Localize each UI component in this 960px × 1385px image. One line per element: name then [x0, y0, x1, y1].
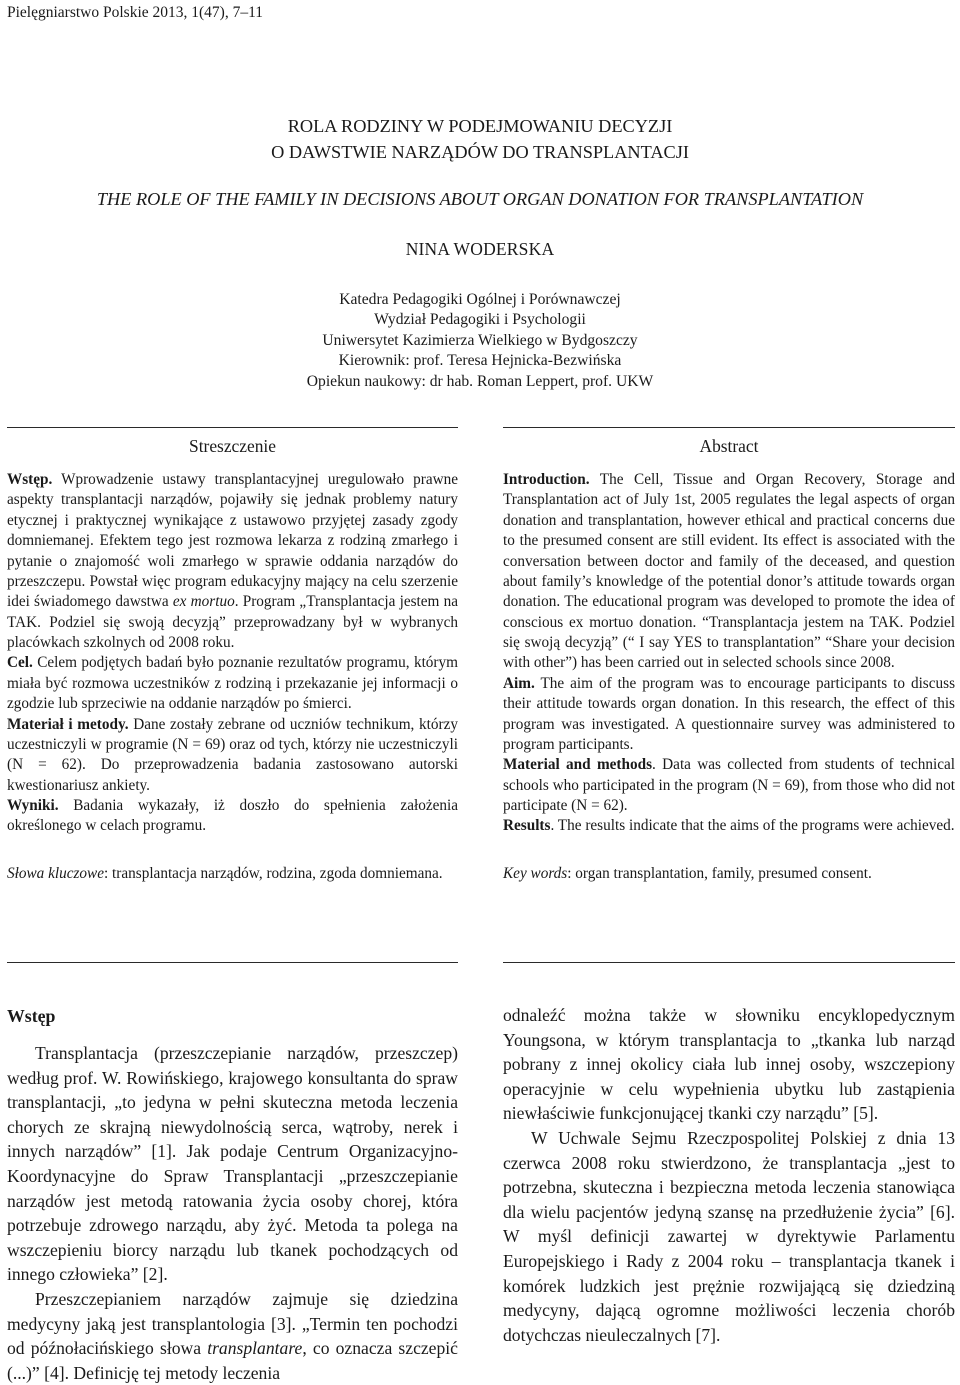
paragraph — [7, 796, 458, 837]
text-run: Celem podjętych badań było poznanie rezultatów programu, którym miała być rozmowa uczestników z rodziną i przekazanie jej informacji o zgodzie lub sprzeciwie na oddanie narządów po śmierci. — [7, 654, 458, 713]
paragraph — [503, 755, 955, 816]
paragraph — [503, 816, 955, 836]
divider-bottom — [503, 962, 955, 963]
italic-text: Słowa kluczowe — [7, 864, 104, 882]
paragraph — [503, 1126, 955, 1347]
text-run: . The results indicate that the aims of the programs were achieved. — [550, 817, 955, 835]
text-run: Transplantacja (przeszczepianie narządów, przeszczep) według prof. W. Rowińskiego, krajowego konsultanta do spraw transplantacji, „to jedyna w pełni skuteczna metoda leczenia chorych ze skrajną niewydolnością serca, wątroby, nerek i innych narządów” [1]. Jak podaje Centrum Organizacyjno-Koordynacyjne do Spraw Transplantacji „przeszczepianie narządów jest metodą ratowania życia osoby chorej, która potrzebuje zdrowego narządu, aby żyć. Metoda ta polega na wszczepieniu biorcy narządu lub tkanek pochodzących od innego człowieka” [2]. — [7, 1043, 458, 1285]
italic-text: Key words — [503, 864, 568, 882]
text-run: Badania wykazały, iż doszło do spełnienia założenia określonego w celach programu. — [7, 797, 458, 835]
divider-top — [503, 427, 955, 428]
text-run: The Cell, Tissue and Organ Recovery, Storage and Transplantation act of July 1st, 2005 regulates the legal aspects of organ donation and transplantation, however ethical and practical concerns due to the presumed consent are still evident. Its effect is associated with the conversation between doctor and family of the deceased, and question about family’s knowledge of the potential donor’s attitude towards organ donation. The educational program was developed to promote the idea of conscious ex mortuo donation. “Transplantacja jestem na TAK. Podziel się swoją decyzją” (“ I say YES to transplantation” “Share your decision with other”) has been carried out in selected schools since 2008. — [503, 471, 955, 672]
affiliation-line: Katedra Pedagogiki Ogólnej i Porównawczej — [339, 291, 621, 308]
author-name: NINA WODERSKA — [405, 239, 555, 259]
abstract-heading: Abstract — [699, 436, 759, 456]
abstract-column — [503, 427, 955, 963]
streszczenie-column — [7, 427, 458, 963]
text-run: W Uchwale Sejmu Rzeczpospolitej Polskiej z dnia 13 czerwca 2008 roku stwierdzono, że transplantacja „jest to potrzebna, skuteczna i bezpieczna metoda leczenia stanowiąca dla wielu pacjentów jedyną szansę na przedłużenie życia” [6]. W myśl definicji zawartej w dyrektywie Parlamentu Europejskiego i Rady z 2004 roku – transplantacja tkanek i komórek ludzkich jest prężnie rozwijającą się dziedziną medycyny, dającą ogromne możliwości leczenia chorób dotychczas nieuleczalnych [7]. — [503, 1127, 955, 1345]
affiliation-line: Uniwersytet Kazimierza Wielkiego w Bydgoszczy — [322, 331, 638, 349]
running-head: Pielęgniarstwo Polskie 2013, 1(47), 7–11 — [7, 4, 264, 21]
paragraph — [503, 1003, 955, 1126]
text-run: : organ transplantation, family, presumed consent. — [567, 864, 872, 882]
run-in-heading: Material and methods — [503, 756, 653, 774]
affiliation-line: Opiekun naukowy: dr hab. Roman Leppert, prof. UKW — [306, 372, 654, 390]
title-block — [0, 113, 960, 392]
affiliation — [0, 290, 960, 392]
streszczenie-text — [7, 470, 458, 837]
paragraph — [503, 470, 955, 674]
keywords-english — [503, 864, 955, 884]
affiliation-line: Kierownik: prof. Teresa Hejnicka-Bezwińska — [338, 352, 622, 370]
paragraph — [7, 715, 458, 797]
paragraph — [7, 470, 458, 653]
text-run: : transplantacja narządów, rodzina, zgoda domniemana. — [104, 864, 443, 882]
text-run: . Program „Transplantacja jestem na TAK. Podziel się swoją decyzją” przeprowadzany był w wybranych placówkach szkolnych od 2008 roku. — [7, 593, 458, 651]
run-in-heading: Results — [503, 817, 551, 835]
run-in-heading: Wyniki. — [7, 797, 59, 814]
abstract-text — [503, 470, 955, 837]
paragraph — [7, 1287, 458, 1385]
run-in-heading: Cel. — [7, 654, 33, 672]
body-left-column — [7, 1003, 458, 1385]
run-in-heading: Materiał i metody. — [7, 715, 129, 733]
paragraph — [7, 1041, 458, 1287]
text-run: Przeszczepianiem narządów zajmuje się dziedzina medycyny jaką jest transplantologia [3]. „Termin ten pochodzi od późnołacińskiego słowa — [7, 1288, 458, 1359]
body-columns — [7, 1003, 955, 1385]
text-run: odnaleźć można także w słowniku encyklopedycznym Youngsona, w którym transplantacja to „tkanka lub narząd pobrany z innej okolicy ciała lub innej osoby, wszczepiony operacyjnie w celu wypełnienia ubytku lub zastąpienia niewłaściwie funkcjonującej tkanki czy narządu” [5]. — [503, 1005, 955, 1124]
title-polish-line-1: ROLA RODZINY W PODEJMOWANIU DECYZJI — [287, 116, 673, 136]
keywords-polish — [7, 864, 458, 884]
body-right-text — [503, 1003, 955, 1347]
text-run: The aim of the program was to encourage participants to discuss their attitude towards organ donation. In this research, the effect of this program was investigated. A questionnaire survey was administered to program participants. — [503, 674, 955, 753]
text-run: . Data was collected from students of technical schools who participated in the program (N = 69), from those who did not participate (N = 62). — [503, 756, 955, 814]
run-in-heading: Wstęp. — [7, 471, 53, 488]
text-run: Dane zostały zebrane od uczniów technikum, którzy uczestniczyli w programie (N = 69) oraz od tych, którzy nie uczestniczyli (N = 62). Do przeprowadzenia badania zastosowano autorski kwestionariusz ankiety. — [7, 715, 458, 794]
paragraph — [503, 674, 955, 756]
run-in-heading: Aim. — [503, 674, 535, 692]
text-run: , co oznacza szczepić (...)” [4]. Definicję tej metody leczenia — [7, 1338, 458, 1383]
italic-text: ex mortuo — [172, 593, 235, 611]
section-heading-wstep: Wstęp — [7, 1006, 56, 1026]
paragraph — [7, 653, 458, 714]
abstract-columns — [7, 427, 955, 963]
run-in-heading: Introduction. — [503, 471, 590, 488]
body-right-column — [503, 1003, 955, 1385]
italic-text: transplantare — [207, 1338, 303, 1359]
body-left-text — [7, 1041, 458, 1385]
title-polish-line-2: O DAWSTWIE NARZĄDÓW DO TRANSPLANTACJI — [271, 142, 689, 162]
text-run: Wprowadzenie ustawy transplantacyjnej uregulowało prawne aspekty transplantacji narządów, pojawiły się jednak problemy natury etycznej i praktycznej wynikające z ustawowo przyjętej zasady zgody domniemanej. Efektem tego jest rozmowa lekarza z rodziną zmarłego i pytanie o znajomość woli zmarłego w sprawie oddania narządów do przeszczepu. Powstał więc program edukacyjny mający na celu szerzenie idei świadomego dawstwa — [7, 471, 458, 611]
streszczenie-heading: Streszczenie — [189, 436, 276, 456]
divider-bottom — [7, 962, 458, 963]
divider-top — [7, 427, 458, 428]
title-english: THE ROLE OF THE FAMILY IN DECISIONS ABOUT ORGAN DONATION FOR TRANSPLANTATION — [96, 189, 864, 209]
affiliation-line: Wydział Pedagogiki i Psychologii — [374, 311, 586, 329]
